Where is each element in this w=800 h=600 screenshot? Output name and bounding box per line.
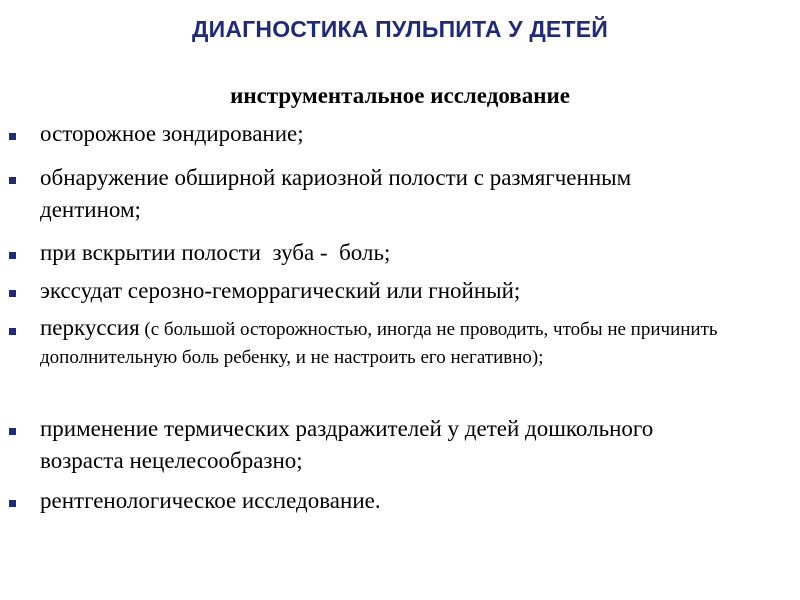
slide-title: ДИАГНОСТИКА ПУЛЬПИТА У ДЕТЕЙ (192, 16, 608, 42)
slide-subtitle: инструментальное исследование (230, 83, 570, 108)
list-item-text: при вскрытии полости зуба - боль; (40, 240, 391, 265)
square-bullet-icon (9, 252, 16, 259)
list-item-text: осторожное зондирование; (40, 121, 304, 146)
list-item-text: обнаружение обширной кариозной полости с размягченным дентином; (40, 165, 632, 222)
list-item-detail: (с большой осторожностью, иногда не проводить, чтобы не причинить дополнительную боль ребенку, и не настроить его негативно); (40, 319, 718, 368)
square-bullet-icon (9, 328, 16, 335)
square-bullet-icon (9, 428, 16, 435)
list-item-text: перкуссия (40, 315, 140, 340)
list-item-text: применение термических раздражителей у детей дошкольного возраста нецелесообразно; (40, 416, 654, 473)
square-bullet-icon (9, 133, 16, 140)
square-bullet-icon (9, 290, 16, 297)
list-item-text: рентгенологическое исследование. (40, 488, 381, 513)
list-item-text: экссудат серозно-геморрагический или гнойный; (40, 278, 521, 303)
square-bullet-icon (9, 500, 16, 507)
square-bullet-icon (9, 177, 16, 184)
